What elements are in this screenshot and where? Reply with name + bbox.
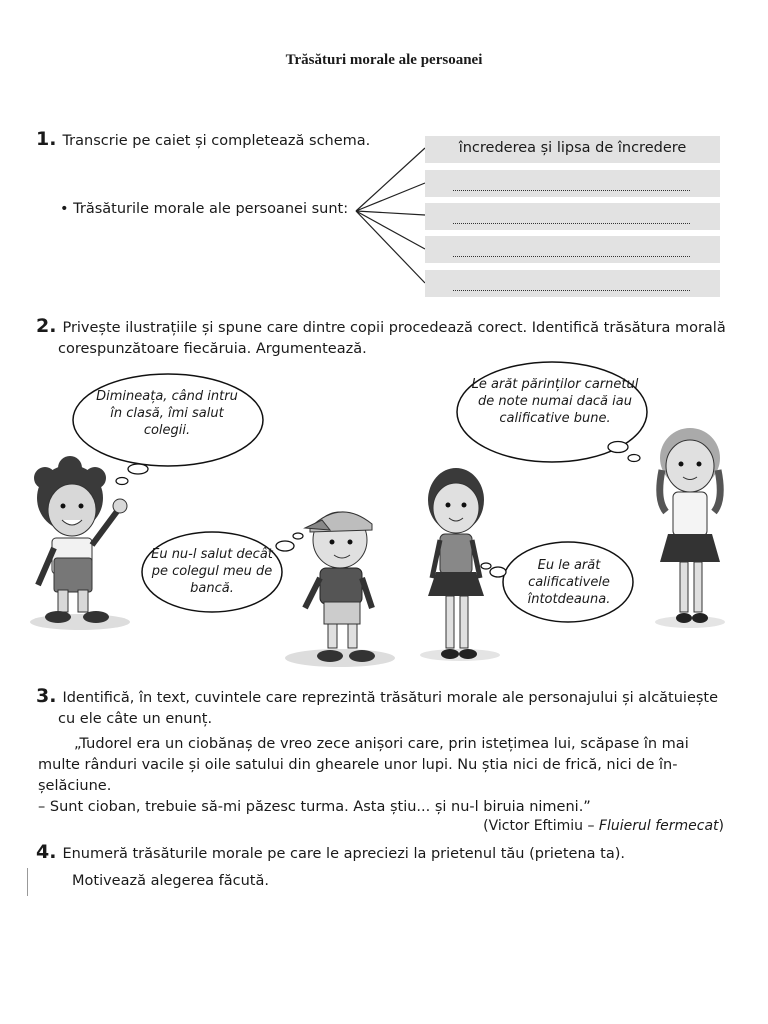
quote-line-4: – Sunt cioban, trebuie să-mi păzesc turma. Asta știu... și nu-l biruia nimeni.” [38, 799, 591, 815]
margin-mark [27, 868, 28, 896]
task-1-text: Transcrie pe caiet și completează schema. [62, 133, 371, 149]
task-3-line-1: Identifică, în text, cuvintele care reprezintă trăsături morale ale personajului și alcătuiește [62, 690, 719, 706]
source-title: Fluierul fermecat [598, 818, 719, 834]
task-2-line-1: Privește ilustrațiile și spune care dintre copii procedează corect. Identifică trăsătura morală [62, 320, 726, 336]
bubble-text-4: Eu le arăt calificativele întotdeauna. [527, 558, 611, 607]
task-2-line-2: corespunzătoare fiecăruia. Argumentează. [58, 341, 367, 357]
quote-line-3: șelăciune. [38, 778, 112, 794]
boy-with-cap-illustration [305, 512, 375, 662]
quote-source [483, 818, 724, 834]
task-2-number: 2. [36, 315, 57, 337]
girl-pigtails-illustration [660, 428, 721, 623]
scheme-box-text: încrederea și lipsa de încredere [458, 140, 687, 156]
task-3-instruction [36, 686, 718, 730]
girl-dark-hair-illustration [428, 468, 484, 659]
bubble-text-1: Dimineața, când intru în clasă, îmi salut colegii. [96, 389, 238, 438]
page-title: Trăsături morale ale persoanei [285, 52, 483, 68]
task-4-number: 4. [36, 841, 57, 863]
source-author: (Victor Eftimiu – [483, 818, 599, 834]
source-close: ) [718, 818, 724, 834]
task-3-number: 3. [36, 685, 57, 707]
task-4-line-2: Motivează alegerea făcută. [72, 873, 269, 889]
task-4-instruction [36, 842, 625, 892]
quote-passage [38, 734, 726, 818]
bubble-text-3: Le arăt părinților carnetul de note numai dacă iau calificative bune. [471, 377, 639, 426]
bubble-text-2: Eu nu-l salut decât pe colegul meu de bancă. [151, 547, 273, 596]
quote-line-2: multe rânduri vacile și oile satului din ghearele unor lupi. Nu știa nici de frică, nici de în- [38, 757, 678, 773]
quote-line-1: „Tudorel era un ciobănaș de vreo zece anișori care, prin istețimea lui, scăpase în mai [74, 736, 689, 752]
task-3-line-2: cu ele câte un enunț. [58, 711, 213, 727]
boy-waving-illustration [34, 456, 127, 623]
task-1-number: 1. [36, 128, 57, 150]
task-4-line-1: Enumeră trăsăturile morale pe care le apreciezi la prietenul tău (prietena ta). [62, 846, 625, 862]
scheme-bullet-label: • Trăsăturile morale ale persoanei sunt: [60, 201, 349, 217]
